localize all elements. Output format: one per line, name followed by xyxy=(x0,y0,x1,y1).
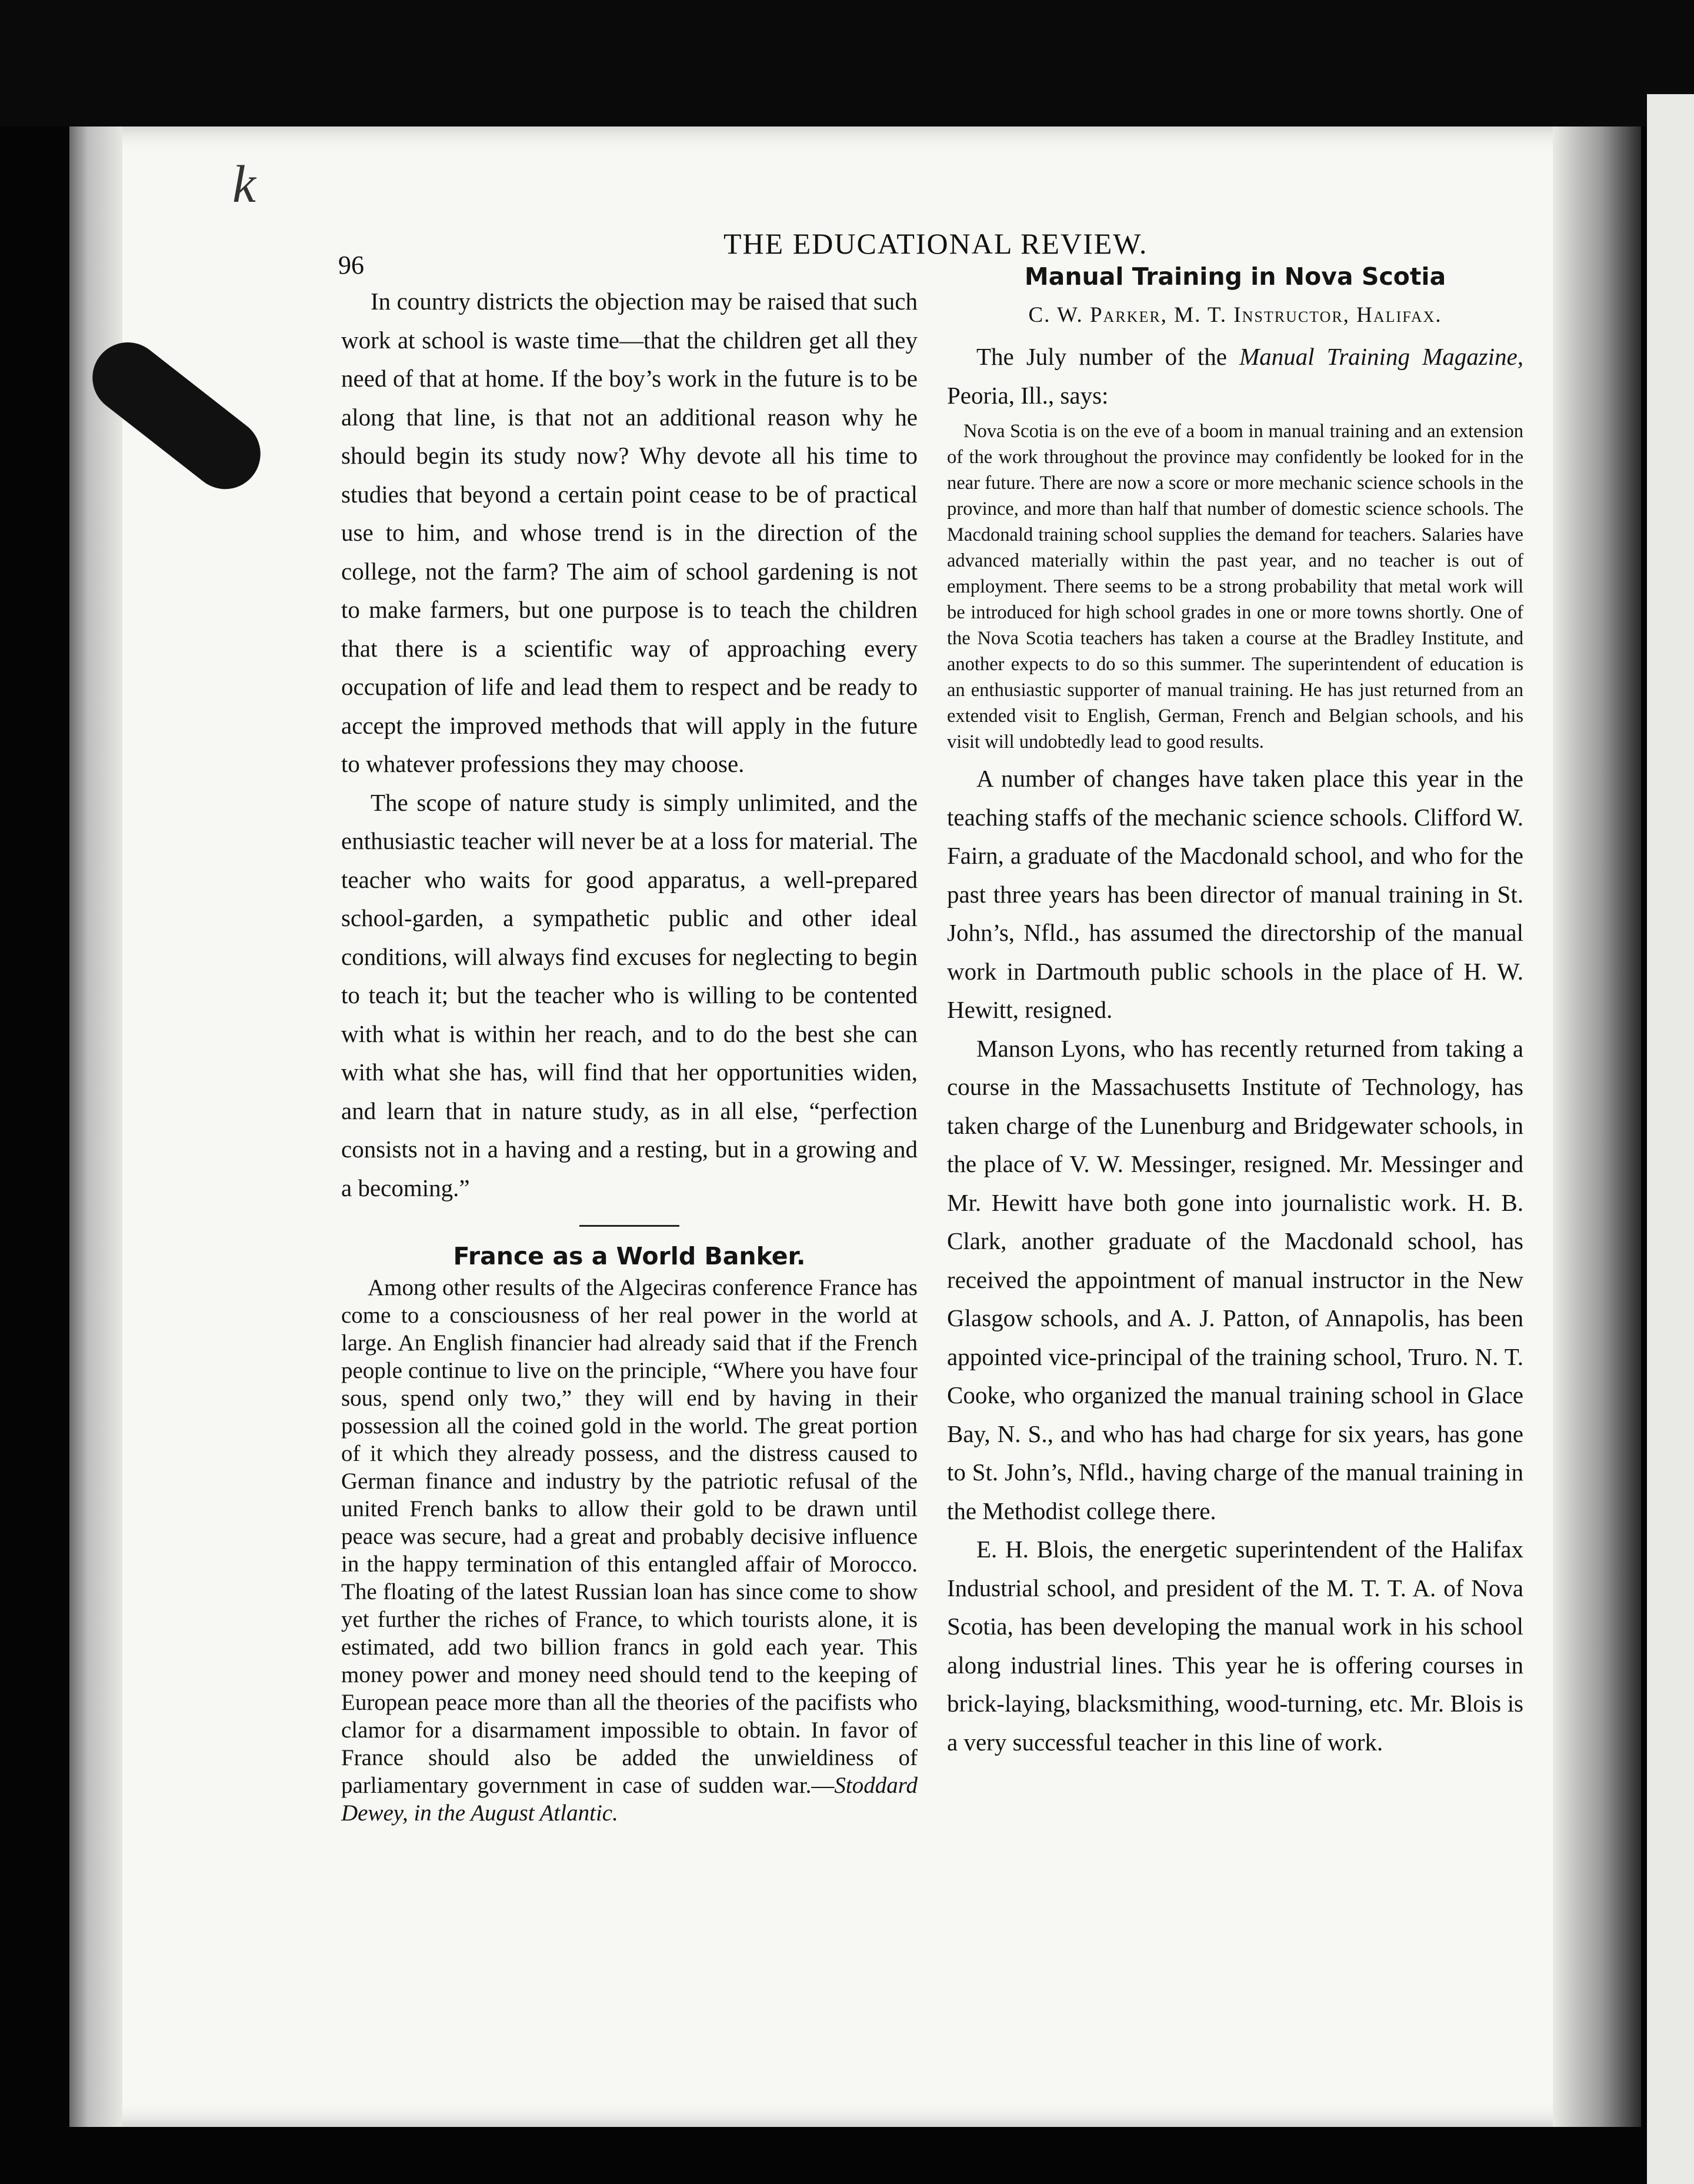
article-body-text: Among other results of the Algeciras conference France has come to a consciousness of her real power in the world at large. An English financier had already said that if the French people continue to live on the principle, “Where you have four sous, spend only two,” they will end by having in their possession all the coined gold in the world. The great portion of it which they already possess, and the distress caused to German finance and industry by the patriotic refusal of the united French banks to allow their gold to be drawn until peace was secure, had a great and probably decisive influence in the happy termination of this entangled affair of Morocco. The floating of the latest Russian loan has since come to show yet further the riches of France, to which tourists alone, it is estimated, add two billion francs in gold each year. This money power and money need should tend to the keeping of European peace more than all the theories of the pacifists who clamor for a disarmament impossible to obtain. In favor of France should also be added the unwieldiness of parliamentary government in case of sudden war.— xyxy=(341,1275,918,1798)
paragraph: E. H. Blois, the energetic superintendent of the Halifax Industrial school, and president of the M. T. T. A. of Nova Scotia, has been developing the manual work in his school along industrial lines. This year he is offering courses in brick-laying, blacksmithing, wood-turning, etc. Mr. Blois is a very successful teacher in this line of work. xyxy=(947,1536,1523,1756)
paragraph: The scope of nature study is simply unlimited, and the enthusiastic teacher will never be at a loss for material. The teacher who waits for good apparatus, a well-prepared school-garden, a sympathetic public and other ideal conditions, will always find excuses for neglecting to begin to teach it; but the teacher who is willing to be contented with what is within her reach, and to do the best she can with what she has, will find that her opportunities widen, and learn that in nature study, as in all else, “perfection consists not in a having and a resting, but in a growing and a becoming.” xyxy=(341,788,918,1201)
paragraph: In country districts the objection may be raised that such work at school is waste time—that the children get all they need of that at home. If the boy’s work in the future is to be along that line, is that not an additional reason why he should begin its study now? Why devote all his time to studies that beyond a certain point cease to be of practical use to him, and whose trend is in the direction of the college, not the farm? The aim of school gardening is not to make farmers, but one purpose is to teach the children that there is a scientific way of approaching every occupation of life and lead them to respect and be ready to accept the improved methods that will apply in the future to whatever professions they may choose. xyxy=(341,288,918,777)
right-column xyxy=(947,259,1523,1762)
facing-page-edge xyxy=(1647,94,1694,2184)
magazine-name: Manual Training Magazine, xyxy=(1239,343,1523,370)
paragraph: A number of changes have taken place this year in the teaching staffs of the mechanic science schools. Clifford W. Fairn, a graduate of the Macdonald school, and who for the past three years has been director of manual training in St. John’s, Nfld., has assumed the directorship of the manual work in Dartmouth public schools in the place of H. W. Hewitt, resigned. xyxy=(947,765,1523,1023)
scan-border-top xyxy=(0,0,1694,126)
intro-text: The July number of the xyxy=(976,343,1240,370)
block-quote: Nova Scotia is on the eve of a boom in manual training and an extension of the work throughout the province may confidently be looked for in the near future. There are now a score or more mechanic science schools in the province, and more than half that number of domestic science schools. The Macdonald training school supplies the demand for teachers. Salaries have advanced materially within the past year, and no teacher is out of employment. There seems to be a strong probability that metal work will be introduced for high school grades in one or more towns shortly. One of the Nova Scotia teachers has taken a course at the Bradley Institute, and another expects to do so this summer. The superintendent of education is an enthusiastic supporter of manual training. He has just returned from an extended visit to English, German, French and Belgian schools, and his visit will undobtedly lead to good results. xyxy=(947,421,1523,753)
article-body-france xyxy=(341,1274,918,1827)
book-gutter xyxy=(1553,126,1641,2127)
pencil-margin-mark: k xyxy=(232,155,256,214)
article-title-manual-training: Manual Training in Nova Scotia xyxy=(1024,262,1446,291)
attribution: Stoddard Dewey, in the August Atlantic. xyxy=(341,1773,918,1826)
byline: C. W. Parker, M. T. Instructor, Halifax. xyxy=(1028,303,1442,327)
section-divider xyxy=(579,1225,679,1227)
paragraph: Manson Lyons, who has recently returned from taking a course in the Massachusetts Institute of Technology, has taken charge of the Lunenburg and Bridgewater schools, in the place of V. W. Messinger, resigned. Mr. Messinger and Mr. Hewitt have both gone into journalistic work. H. B. Clark, another graduate of the Macdonald school, has received the appointment of manual instructor in the New Glasgow schools, and A. J. Patton, of Annapolis, has been appointed vice-principal of the training school, Truro. N. T. Cooke, who organized the manual training school in Glace Bay, N. S., and who has had charge for six years, has gone to St. John’s, Nfld., having charge of the manual training in the Methodist college there. xyxy=(947,1034,1523,1524)
intro-text-end: Peoria, Ill., says: xyxy=(947,381,1109,409)
left-column xyxy=(341,282,918,1827)
intro-paragraph xyxy=(947,338,1523,415)
page-stack-edge xyxy=(69,126,122,2127)
article-title-france: France as a World Banker. xyxy=(453,1242,806,1270)
running-head: THE EDUCATIONAL REVIEW. xyxy=(723,227,1148,260)
page-number: 96 xyxy=(338,251,364,279)
